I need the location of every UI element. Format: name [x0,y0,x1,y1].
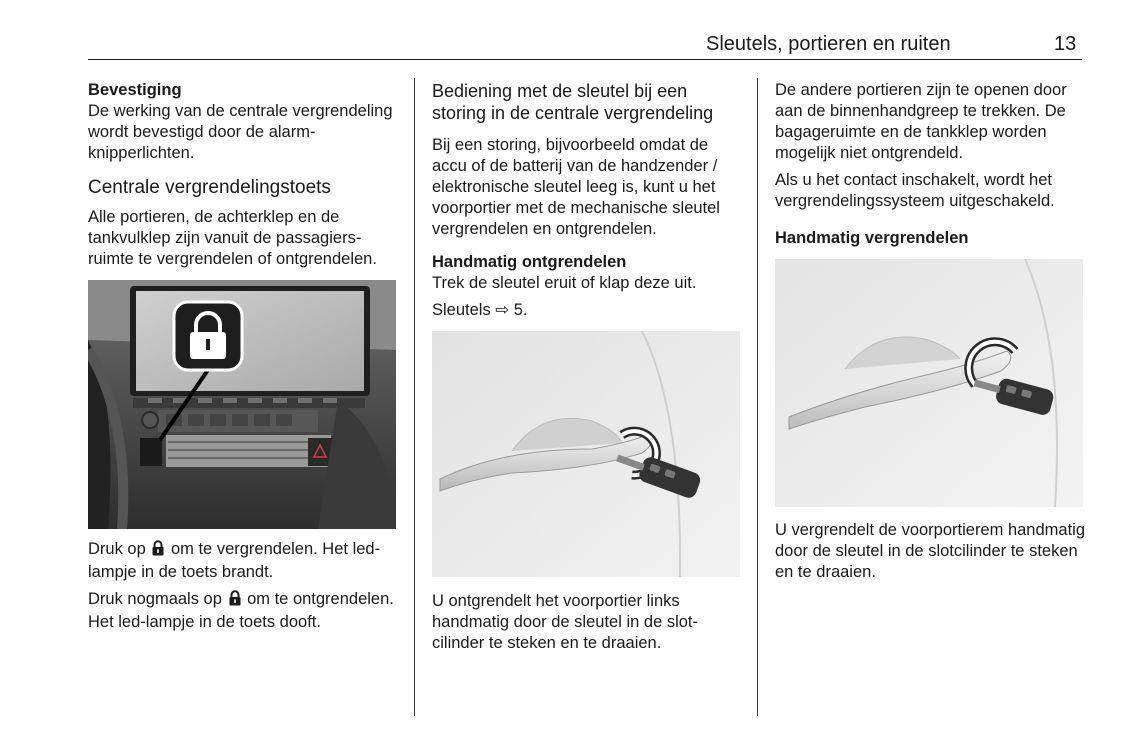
column-divider [757,78,758,716]
text-segment: Druk nogmaals op [88,590,222,608]
paragraph: Trek de sleutel eruit of klap deze uit. [432,274,697,292]
text-segment: Druk op [88,540,146,558]
dashboard-lock-button-image [88,280,396,529]
paragraph: De werking van de centrale vergrendeling wordt bevestigd door de alarmknipperlichten. [88,102,393,162]
section-subtitle: Handmatig ontgrendelen [432,253,627,271]
section-heading: Centrale vergrendelingstoets [88,177,331,198]
paragraph: Alle portieren, de achterklep en de tankvulklep zijn vanuit de passagiersruimte te vergrendelen of ontgrendelen. [88,208,377,268]
column-2 [432,80,744,654]
header-divider [88,59,1082,60]
paragraph [88,539,400,583]
image-caption: U vergrendelt de voorportierem handmatig door de sleutel in de slotcilinder te steken en te draaien. [775,521,1085,581]
page-number: 13 [1054,33,1077,55]
lock-icon [151,540,165,562]
section-heading: Bediening met de sleutel bij een storing in de centrale vergrendeling [432,81,714,123]
paragraph [88,589,400,633]
paragraph: Bij een storing, bijvoorbeeld omdat de accu of de batterij van de handzender / elektronische sleutel leeg is, kunt u het voorportier met de mechanische sleutel vergrendelen en ontgrendelen. [432,136,720,238]
column-divider [414,78,415,716]
cross-reference: Sleutels ⇨ 5. [432,301,528,319]
paragraph: De andere portieren zijn te openen door aan de binnenhandgreep te trekken. De bagageruimte en de tankklep worden mogelijk niet ontgrendeld. [775,81,1067,162]
paragraph: Als u het contact inschakelt, wordt het vergrendelingssysteem uitgeschakeld. [775,171,1055,210]
section-subtitle: Bevestiging [88,81,182,99]
door-lock-image [775,259,1083,507]
text-segment: om te vergrendelen. Het led-lampje in de toets brandt. [88,540,381,581]
column-1 [88,80,400,633]
page-header-title: Sleutels, portieren en ruiten [706,33,951,55]
lock-icon [228,590,242,612]
column-3 [775,80,1087,583]
door-unlock-image [432,331,740,577]
text-segment: om te ontgrendelen. Het led-lampje in de toets dooft. [88,590,394,631]
section-subtitle: Handmatig vergrendelen [775,229,969,247]
image-caption: U ontgrendelt het voorportier links handmatig door de sleutel in de slotcilinder te steken en te draaien. [432,592,699,652]
